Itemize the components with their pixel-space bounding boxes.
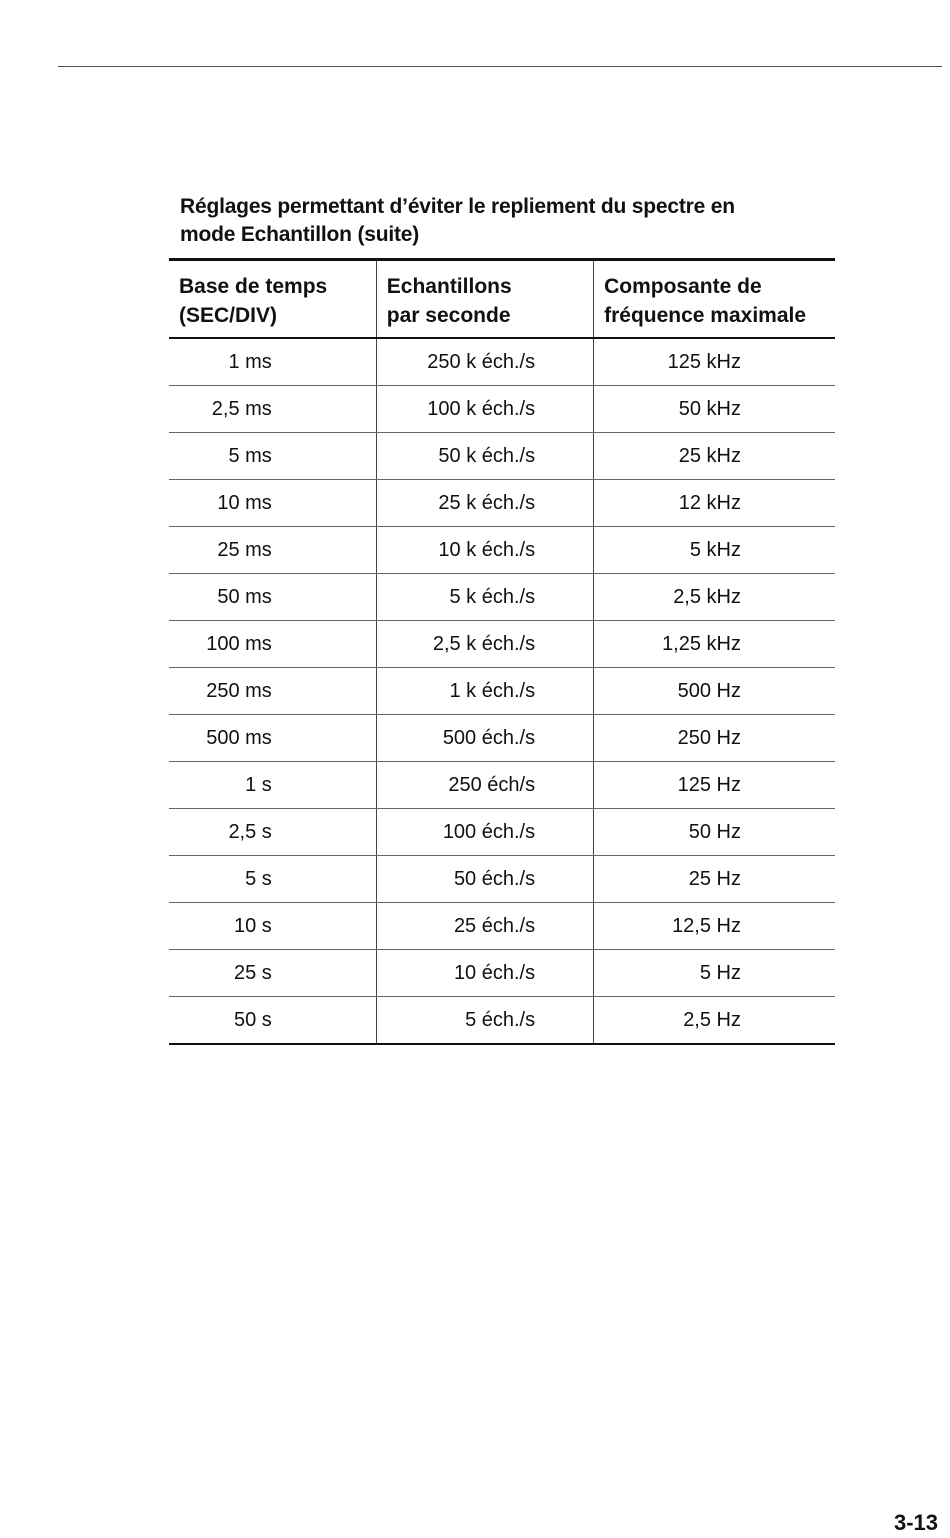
header-time-base xyxy=(169,260,376,339)
aliasing-settings-table xyxy=(169,258,835,1045)
header-text: Base de temps xyxy=(179,275,328,298)
time-base-cell: 2,5 ms xyxy=(169,386,376,433)
max-frequency-cell: 25 Hz xyxy=(594,856,835,903)
header-max-frequency xyxy=(594,260,835,339)
header-samples-per-second xyxy=(376,260,593,339)
max-frequency-cell: 500 Hz xyxy=(594,668,835,715)
table-row xyxy=(169,621,835,668)
max-frequency-cell: 12,5 Hz xyxy=(594,903,835,950)
sample-rate-cell: 10 k éch./s xyxy=(376,527,593,574)
time-base-cell: 10 ms xyxy=(169,480,376,527)
table-row xyxy=(169,715,835,762)
table-row xyxy=(169,527,835,574)
table-row xyxy=(169,903,835,950)
sample-rate-cell: 1 k éch./s xyxy=(376,668,593,715)
max-frequency-cell: 12 kHz xyxy=(594,480,835,527)
max-frequency-cell: 5 Hz xyxy=(594,950,835,997)
max-frequency-cell: 1,25 kHz xyxy=(594,621,835,668)
table-row xyxy=(169,997,835,1045)
time-base-cell: 1 s xyxy=(169,762,376,809)
time-base-cell: 100 ms xyxy=(169,621,376,668)
time-base-cell: 500 ms xyxy=(169,715,376,762)
time-base-cell: 10 s xyxy=(169,903,376,950)
max-frequency-cell: 125 kHz xyxy=(594,338,835,386)
table-row xyxy=(169,338,835,386)
sample-rate-cell: 5 éch./s xyxy=(376,997,593,1045)
sample-rate-cell: 10 éch./s xyxy=(376,950,593,997)
table-row xyxy=(169,574,835,621)
max-frequency-cell: 2,5 kHz xyxy=(594,574,835,621)
sample-rate-cell: 5 k éch./s xyxy=(376,574,593,621)
header-text: par seconde xyxy=(386,304,511,327)
table-row xyxy=(169,856,835,903)
table-row xyxy=(169,433,835,480)
sample-rate-cell: 100 k éch./s xyxy=(376,386,593,433)
time-base-cell: 5 ms xyxy=(169,433,376,480)
time-base-cell: 50 ms xyxy=(169,574,376,621)
table-caption xyxy=(180,193,800,249)
sample-rate-cell: 2,5 k éch./s xyxy=(376,621,593,668)
sample-rate-cell: 250 k éch./s xyxy=(376,338,593,386)
caption-line-2: mode Echantillon (suite) xyxy=(180,223,420,246)
page-number: 3-13 xyxy=(893,1510,938,1535)
sample-rate-cell: 25 éch./s xyxy=(376,903,593,950)
sample-rate-cell: 500 éch./s xyxy=(376,715,593,762)
sample-rate-cell: 250 éch/s xyxy=(376,762,593,809)
time-base-cell: 250 ms xyxy=(169,668,376,715)
sample-rate-cell: 50 éch./s xyxy=(376,856,593,903)
max-frequency-cell: 50 kHz xyxy=(594,386,835,433)
header-text: (SEC/DIV) xyxy=(179,304,278,327)
header-text: Echantillons xyxy=(386,275,512,298)
time-base-cell: 25 s xyxy=(169,950,376,997)
sample-rate-cell: 50 k éch./s xyxy=(376,433,593,480)
time-base-cell: 2,5 s xyxy=(169,809,376,856)
table-header-row xyxy=(169,260,835,339)
sample-rate-cell: 100 éch./s xyxy=(376,809,593,856)
time-base-cell: 25 ms xyxy=(169,527,376,574)
header-rule xyxy=(58,66,942,67)
sample-rate-cell: 25 k éch./s xyxy=(376,480,593,527)
table-row xyxy=(169,386,835,433)
caption-line-1: Réglages permettant d’éviter le repliement du spectre en xyxy=(180,195,735,218)
max-frequency-cell: 5 kHz xyxy=(594,527,835,574)
max-frequency-cell: 125 Hz xyxy=(594,762,835,809)
time-base-cell: 50 s xyxy=(233,1008,272,1031)
time-base-cell: 1 ms xyxy=(169,338,376,386)
table-row xyxy=(169,950,835,997)
table-row xyxy=(169,480,835,527)
max-frequency-cell: 2,5 Hz xyxy=(594,997,835,1045)
max-frequency-cell: 50 Hz xyxy=(594,809,835,856)
time-base-cell: 5 s xyxy=(169,856,376,903)
table-row xyxy=(169,809,835,856)
table-row xyxy=(169,668,835,715)
table-row xyxy=(169,762,835,809)
header-text: Composante de xyxy=(604,275,762,298)
header-text: fréquence maximale xyxy=(604,304,807,327)
max-frequency-cell: 250 Hz xyxy=(594,715,835,762)
max-frequency-cell: 25 kHz xyxy=(594,433,835,480)
